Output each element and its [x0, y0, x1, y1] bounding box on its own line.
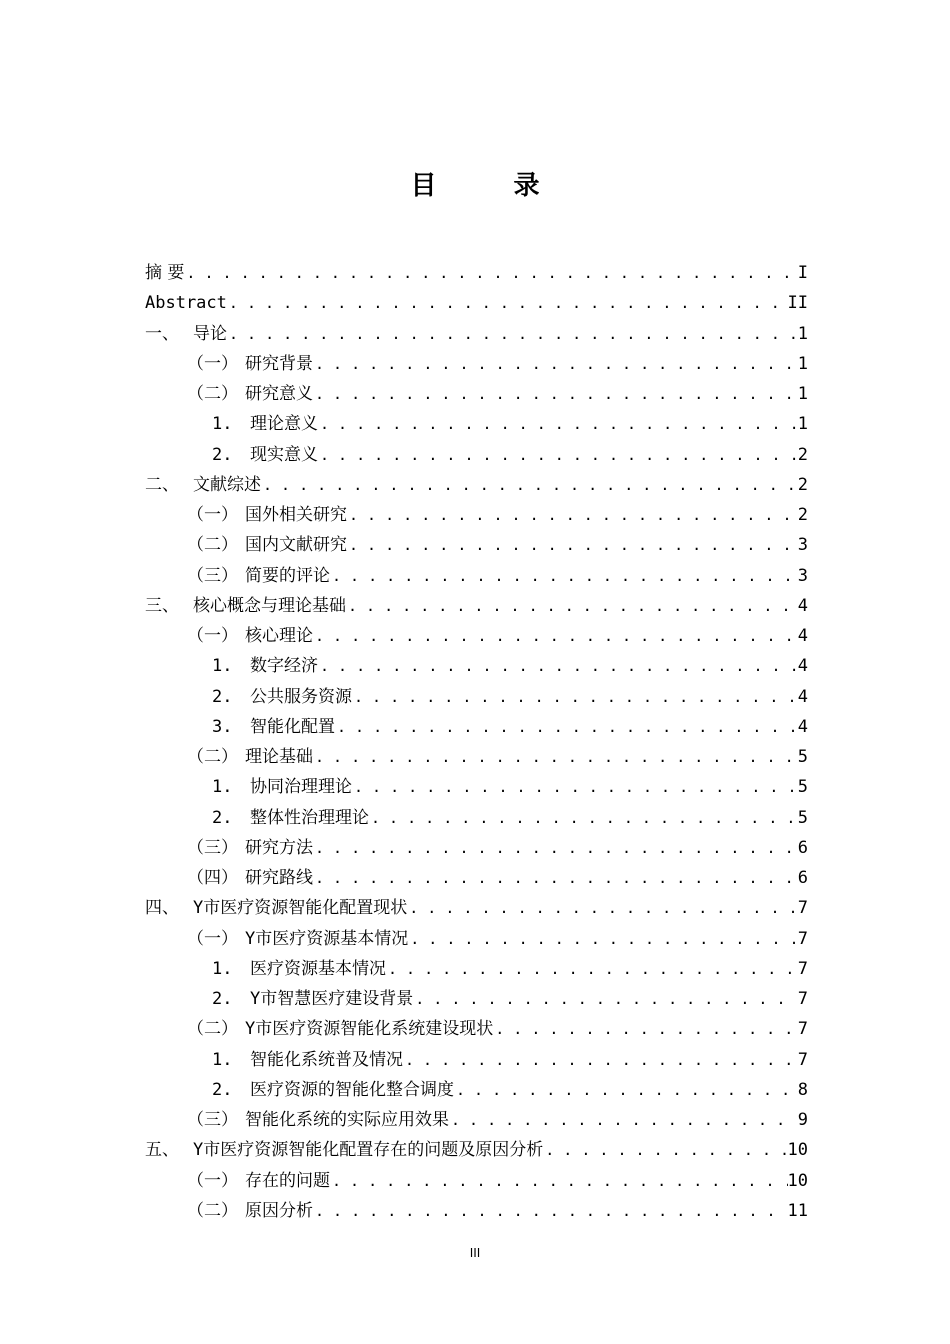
toc-entry-label: 文献综述: [193, 474, 261, 495]
toc-entry-label: Y市智慧医疗建设背景: [250, 989, 414, 1009]
toc-entry-number: 1.: [212, 958, 233, 979]
dot-leader: [227, 319, 796, 349]
toc-entry-label: 核心概念与理论基础: [193, 595, 346, 616]
toc-entry-number: 一、: [145, 323, 179, 344]
toc-entry-label: 医疗资源的智能化整合调度: [250, 1079, 454, 1100]
toc-entry[interactable]: [145, 924, 808, 954]
dot-leader: [313, 379, 796, 409]
toc-entry-label: Y市医疗资源智能化配置存在的问题及原因分析: [193, 1140, 544, 1161]
toc-entry-label: 公共服务资源: [250, 686, 352, 707]
toc-entry-number: 1.: [212, 414, 233, 435]
toc-entry-page: 3: [797, 565, 808, 586]
toc-entry-page: 1: [797, 323, 808, 344]
toc-entry-number: （三）: [187, 1110, 238, 1130]
dot-leader: [313, 621, 796, 651]
toc-entry-label: Abstract: [145, 293, 227, 314]
dot-leader: [413, 984, 796, 1014]
toc-entry-number: 2.: [212, 989, 233, 1009]
dot-leader: [352, 772, 796, 802]
dot-leader: [318, 651, 796, 681]
toc-entry-number: （一）: [187, 928, 238, 949]
toc-entry[interactable]: [145, 621, 808, 651]
toc-entry-number: （二）: [187, 535, 238, 556]
toc-entry[interactable]: [145, 288, 808, 318]
toc-entry[interactable]: [145, 440, 808, 470]
toc-entry-page: 9: [797, 1110, 808, 1130]
dot-leader: [347, 500, 796, 530]
toc-entry[interactable]: [145, 863, 808, 893]
toc-entry[interactable]: [145, 1014, 808, 1044]
dot-leader: [227, 288, 788, 318]
toc-entry[interactable]: [145, 893, 808, 923]
toc-entry-page: 1: [797, 414, 808, 435]
toc-entry-page: 4: [797, 686, 808, 707]
toc-entry-label: 国外相关研究: [245, 505, 347, 525]
toc-entry-label: 摘 要: [145, 263, 185, 283]
toc-entry-label: 核心理论: [245, 626, 313, 646]
toc-entry-number: （一）: [187, 626, 238, 646]
toc-entry-number: 1.: [212, 656, 233, 677]
toc-entry-number: 2.: [212, 1079, 233, 1100]
toc-entry-page: 5: [797, 807, 808, 828]
toc-entry[interactable]: [145, 682, 808, 712]
dot-leader: [347, 530, 796, 560]
dot-leader: [313, 742, 796, 772]
dot-leader: [352, 682, 796, 712]
toc-entry-number: 3.: [212, 716, 233, 737]
toc-entry-number: （一）: [187, 505, 238, 525]
toc-entry-page: 4: [797, 716, 808, 737]
toc-entry-number: （一）: [187, 353, 238, 374]
toc-entry[interactable]: [145, 349, 808, 379]
toc-entry-page: 6: [797, 868, 808, 888]
toc-entry-label: 智能化系统普及情况: [250, 1049, 403, 1070]
toc-entry-label: Y市医疗资源智能化系统建设现状: [245, 1019, 494, 1040]
toc-entry[interactable]: [145, 1105, 808, 1135]
dot-leader: [313, 349, 796, 379]
page-number-footer: III: [469, 1246, 481, 1260]
toc-entry-number: 1.: [212, 1049, 233, 1070]
toc-entry-page: 6: [797, 837, 808, 858]
dot-leader: [408, 924, 796, 954]
toc-entry[interactable]: [145, 772, 808, 802]
toc-entry-number: （二）: [187, 1200, 238, 1221]
toc-entry-label: 理论基础: [245, 747, 313, 767]
toc-entry-page: 4: [797, 626, 808, 646]
toc-entry-number: （三）: [187, 837, 238, 858]
dot-leader: [313, 1196, 788, 1226]
dot-leader: [369, 803, 796, 833]
toc-entry[interactable]: [145, 530, 808, 560]
dot-leader: [184, 258, 796, 288]
toc-entry-label: 现实意义: [250, 444, 318, 465]
toc-entry-page: 2: [797, 474, 808, 495]
toc-entry[interactable]: [145, 803, 808, 833]
toc-entry-label: 协同治理理论: [250, 777, 352, 798]
toc-entry[interactable]: [145, 500, 808, 530]
toc-entry-number: （四）: [187, 868, 238, 888]
dot-leader: [454, 1075, 796, 1105]
dot-leader: [318, 440, 796, 470]
toc-entry[interactable]: [145, 470, 808, 500]
toc-entry-label: 理论意义: [250, 414, 318, 435]
toc-entry[interactable]: [145, 651, 808, 681]
dot-leader: [335, 712, 796, 742]
dot-leader: [346, 591, 796, 621]
toc-entry-label: 整体性治理理论: [250, 807, 369, 828]
dot-leader: [543, 1135, 787, 1165]
toc-entry-label: Y市医疗资源智能化配置现状: [193, 898, 408, 919]
toc-entry-page: 10: [787, 1170, 808, 1191]
toc-entry-number: 2.: [212, 444, 233, 465]
page-title: 目 录: [410, 171, 574, 201]
toc-entry[interactable]: [145, 1196, 808, 1226]
toc-entry-label: 研究方法: [245, 837, 313, 858]
toc-entry-number: （二）: [187, 747, 238, 767]
toc-entry-number: （三）: [187, 565, 238, 586]
dot-leader: [261, 470, 796, 500]
toc-entry-page: 11: [787, 1200, 808, 1221]
toc-entry-page: 7: [797, 1049, 808, 1070]
table-of-contents: [145, 258, 808, 1226]
toc-entry[interactable]: [145, 984, 808, 1014]
toc-entry-label: 研究背景: [245, 353, 313, 374]
toc-entry-label: 导论: [193, 323, 227, 344]
dot-leader: [318, 409, 796, 439]
toc-entry-page: 1: [797, 353, 808, 374]
toc-entry-page: 5: [797, 747, 808, 767]
toc-entry-page: II: [787, 293, 808, 314]
toc-entry-page: 2: [797, 444, 808, 465]
toc-entry-label: 原因分析: [245, 1200, 313, 1221]
dot-leader: [330, 1166, 788, 1196]
toc-entry-label: Y市医疗资源基本情况: [245, 928, 409, 949]
toc-entry-number: （二）: [187, 1019, 238, 1040]
toc-entry-page: I: [797, 263, 808, 283]
dot-leader: [386, 954, 796, 984]
toc-entry-page: 2: [797, 505, 808, 525]
dot-leader: [313, 863, 796, 893]
toc-entry[interactable]: [145, 1045, 808, 1075]
toc-entry[interactable]: [145, 319, 808, 349]
toc-entry-page: 7: [797, 898, 808, 919]
toc-entry[interactable]: [145, 409, 808, 439]
toc-entry[interactable]: [145, 954, 808, 984]
toc-entry[interactable]: [145, 561, 808, 591]
toc-entry-number: 四、: [145, 898, 179, 919]
toc-entry-page: 10: [787, 1140, 808, 1161]
toc-entry[interactable]: [145, 591, 808, 621]
toc-entry-page: 5: [797, 777, 808, 798]
toc-entry-page: 4: [797, 595, 808, 616]
toc-entry-number: 2.: [212, 686, 233, 707]
toc-entry[interactable]: [145, 379, 808, 409]
toc-entry-page: 7: [797, 989, 808, 1009]
toc-entry-number: 五、: [145, 1140, 179, 1161]
toc-entry-label: 数字经济: [250, 656, 318, 677]
toc-entry[interactable]: [145, 712, 808, 742]
toc-entry[interactable]: [145, 258, 808, 288]
toc-entry-page: 7: [797, 1019, 808, 1040]
dot-leader: [449, 1105, 796, 1135]
toc-entry-page: 7: [797, 958, 808, 979]
toc-entry-label: 智能化系统的实际应用效果: [245, 1110, 449, 1130]
toc-entry-page: 8: [797, 1079, 808, 1100]
toc-entry-label: 简要的评论: [245, 565, 330, 586]
toc-entry[interactable]: [145, 1166, 808, 1196]
toc-entry-number: 1.: [212, 777, 233, 798]
toc-entry-number: 2.: [212, 807, 233, 828]
toc-entry-page: 4: [797, 656, 808, 677]
toc-entry-label: 存在的问题: [245, 1170, 330, 1191]
toc-entry-label: 医疗资源基本情况: [250, 958, 386, 979]
toc-entry-number: （二）: [187, 384, 238, 404]
toc-entry-label: 研究意义: [245, 384, 313, 404]
toc-entry-page: 1: [797, 384, 808, 404]
toc-entry[interactable]: [145, 742, 808, 772]
toc-entry-label: 智能化配置: [250, 716, 335, 737]
dot-leader: [403, 1045, 796, 1075]
dot-leader: [493, 1014, 796, 1044]
toc-entry-number: 三、: [145, 595, 179, 616]
toc-entry[interactable]: [145, 833, 808, 863]
dot-leader: [313, 833, 796, 863]
toc-entry[interactable]: [145, 1135, 808, 1165]
toc-entry-number: （一）: [187, 1170, 238, 1191]
dot-leader: [407, 893, 796, 923]
toc-entry-label: 研究路线: [245, 868, 313, 888]
toc-entry-page: 3: [797, 535, 808, 556]
dot-leader: [330, 561, 796, 591]
toc-entry-label: 国内文献研究: [245, 535, 347, 556]
toc-entry[interactable]: [145, 1075, 808, 1105]
toc-entry-page: 7: [797, 928, 808, 949]
toc-entry-number: 二、: [145, 474, 179, 495]
